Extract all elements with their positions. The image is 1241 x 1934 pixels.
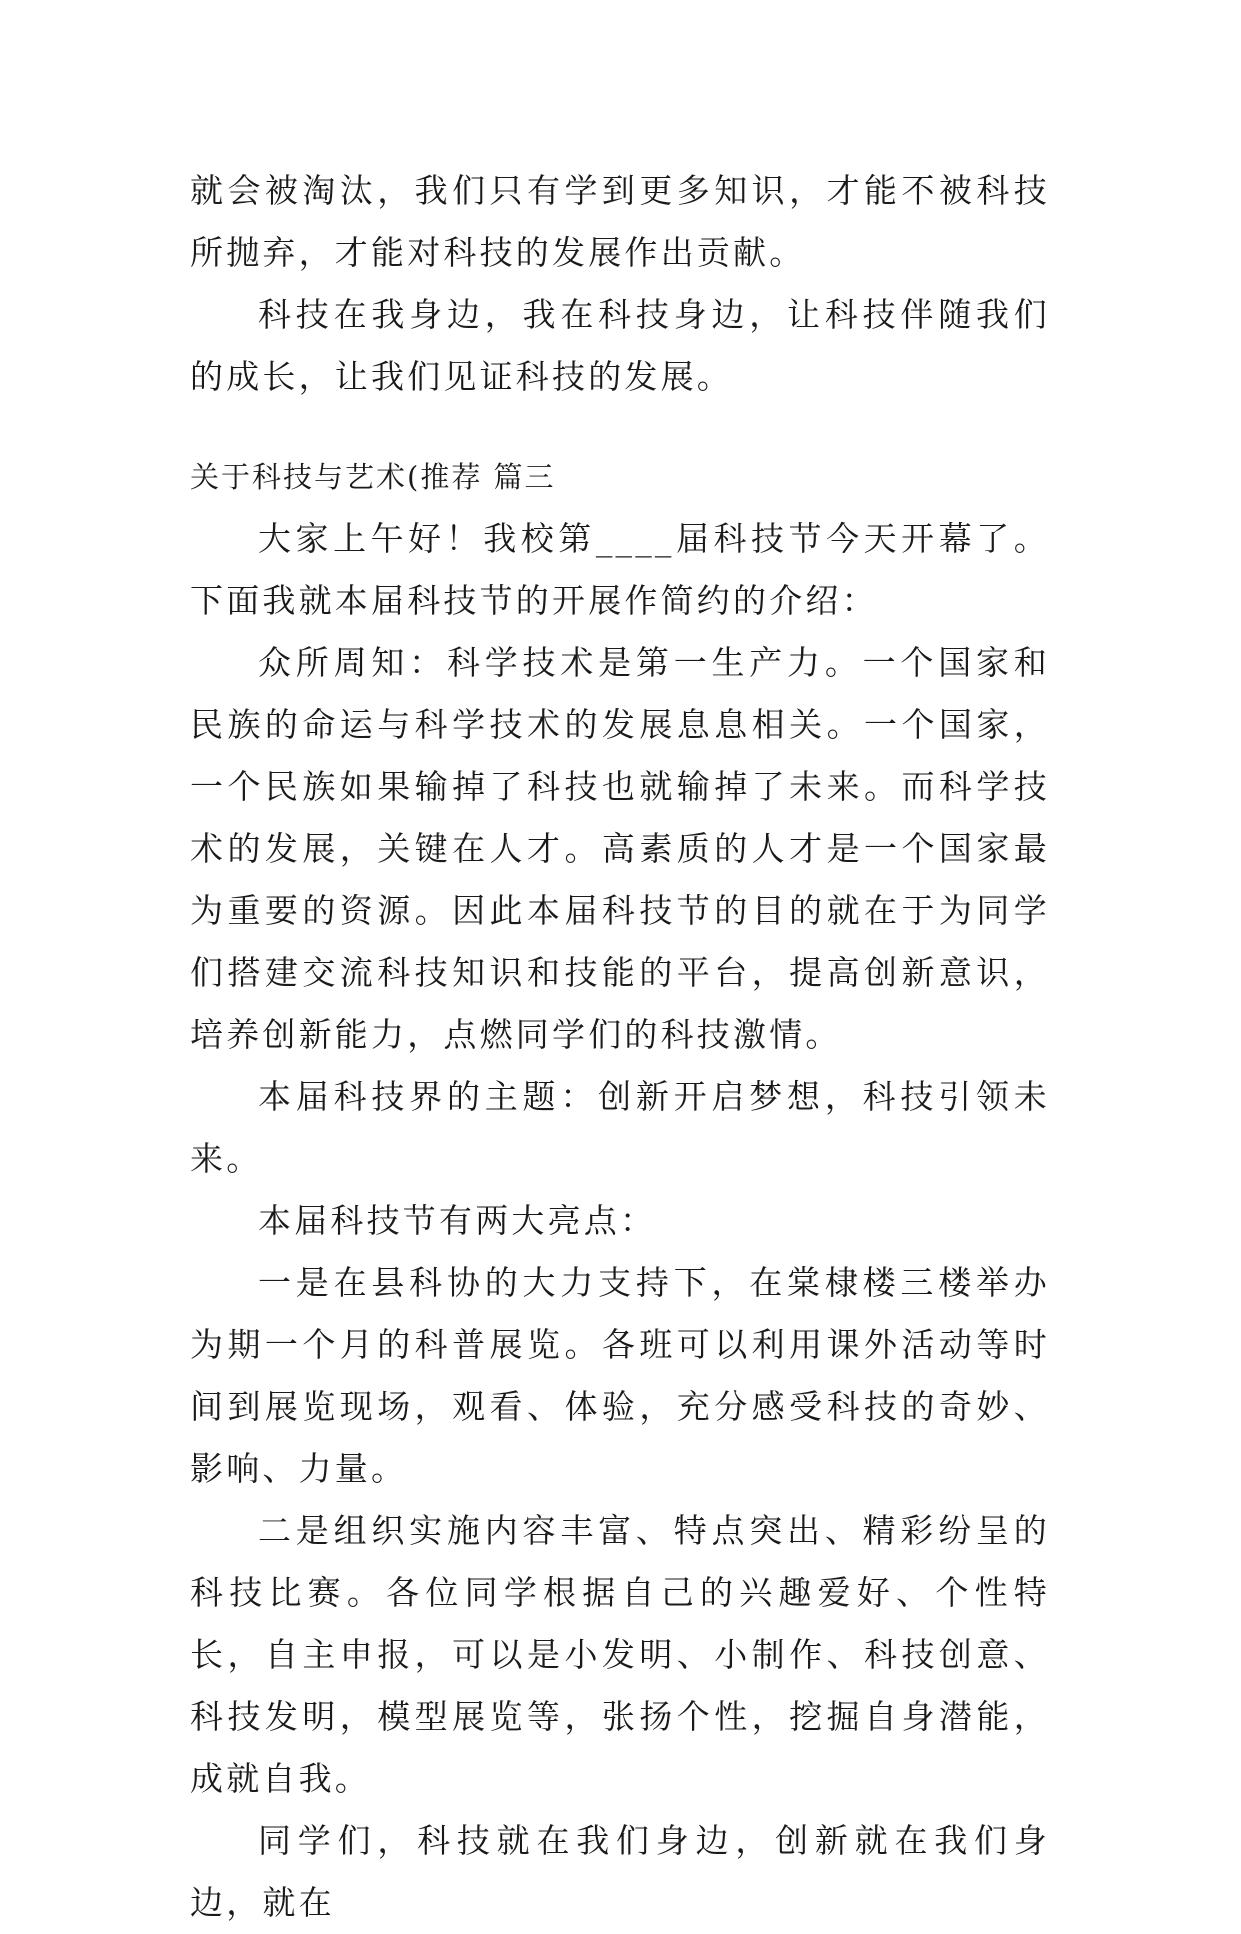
body-paragraph-7: 同学们，科技就在我们身边，创新就在我们身边，就在 [190, 1821, 1050, 1922]
body-paragraph-6: 二是组织实施内容丰富、特点突出、精彩纷呈的科技比赛。各位同学根据自己的兴趣爱好、个性特长，自主申报，可以是小发明、小制作、科技创意、科技发明，模型展览等，张扬个性，挖掘自身潜能，成就自我。 [190, 1511, 1050, 1798]
body-paragraph-4: 本届科技节有两大亮点： [258, 1201, 657, 1240]
body-paragraph-3: 本届科技界的主题：创新开启梦想，科技引领未来。 [190, 1077, 1050, 1178]
body-paragraph-5: 一是在县科协的大力支持下，在棠棣楼三楼举办为期一个月的科普展览。各班可以利用课外活动等时间到展览现场，观看、体验，充分感受科技的奇妙、影响、力量。 [190, 1263, 1050, 1488]
section-heading: 关于科技与艺术(推荐 篇三 [190, 460, 556, 494]
closing-paragraph: 科技在我身边，我在科技身边，让科技伴随我们的成长，让我们见证科技的发展。 [190, 295, 1050, 396]
continued-paragraph: 就会被淘汰，我们只有学到更多知识，才能不被科技所抛弃，才能对科技的发展作出贡献。 [190, 171, 1050, 272]
body-paragraph-2: 众所周知：科学技术是第一生产力。一个国家和民族的命运与科学技术的发展息息相关。一个国家，一个民族如果输掉了科技也就输掉了未来。而科学技术的发展，关键在人才。高素质的人才是一个国家最为重要的资源。因此本届科技节的目的就在于为同学们搭建交流科技知识和技能的平台，提高创新意识，培养创新能力，点燃同学们的科技激情。 [190, 643, 1050, 1054]
body-paragraph-1: 大家上午好！我校第____届科技节今天开幕了。下面我就本届科技节的开展作简约的介绍： [190, 519, 1050, 620]
document-page [190, 160, 1050, 1934]
